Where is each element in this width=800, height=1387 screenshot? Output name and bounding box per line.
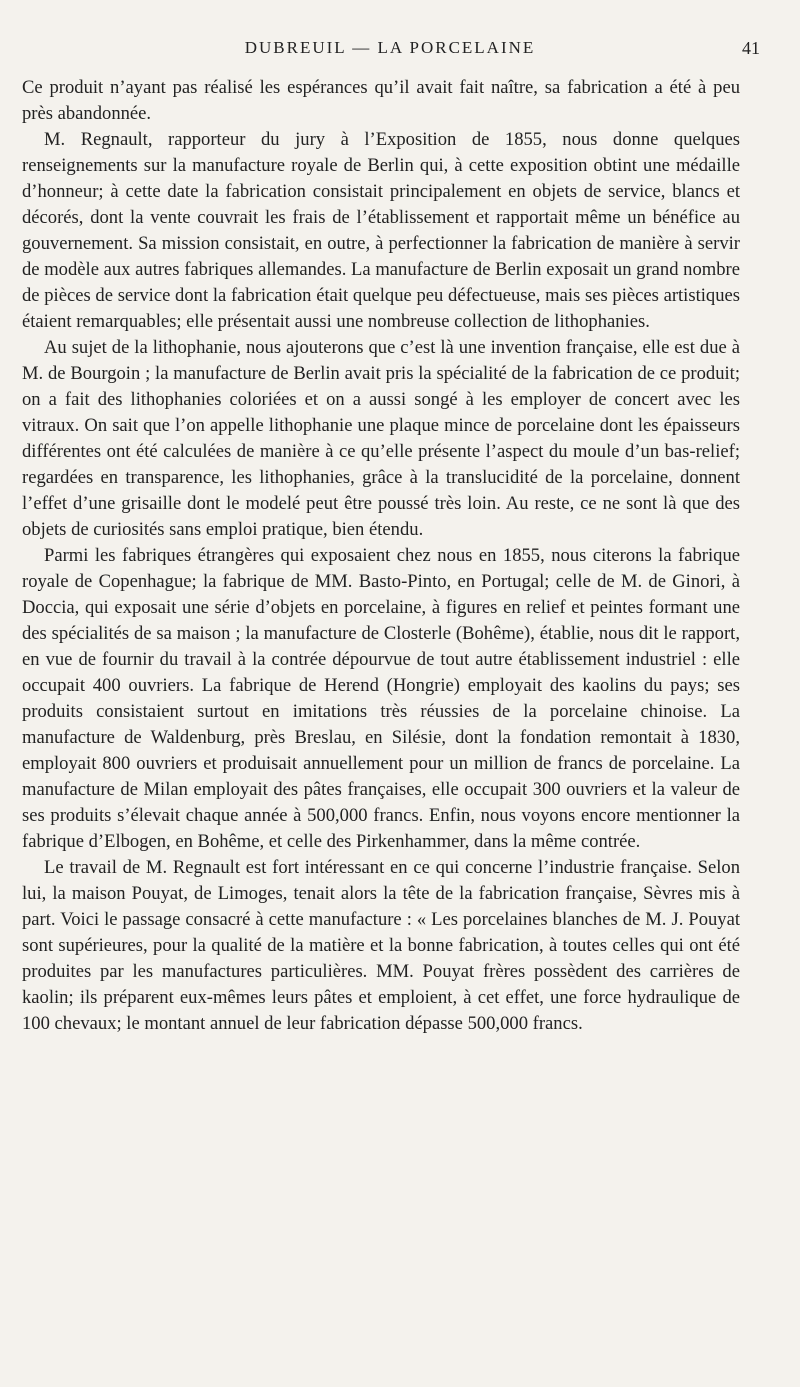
body-text bbox=[22, 75, 740, 1037]
running-head bbox=[20, 38, 760, 68]
running-title: DUBREUIL — LA PORCELAINE bbox=[244, 38, 536, 57]
paragraph-5: Le travail de M. Regnault est fort intéressant en ce qui concerne l’industrie française. Selon lui, la maison Pouyat, de Limoges, tenait alors la tête de la fabrication française, Sèvres mis à part. Voici le passage consacré à cette manufacture : « Les porcelaines blanches de M. J. Pouyat sont supérieures, pour la qualité de la matière et la bonne fabrication, à toutes celles qui ont été produites par les manufactures particulières. MM. Pouyat frères possèdent des carrières de kaolin; ils préparent eux-mêmes leurs pâtes et emploient, à cet effet, une force hydraulique de 100 chevaux; le montant annuel de leur fabrication dépasse 500,000 francs. bbox=[22, 857, 740, 1034]
paragraph-3: Au sujet de la lithophanie, nous ajouterons que c’est là une invention française, elle est due à M. de Bourgoin ; la manufacture de Berlin avait pris la spécialité de la fabrication de ce produit; on a fait des lithophanies coloriées et on a aussi songé à les employer de concert avec les vitraux. On sait que l’on appelle lithophanie une plaque mince de porcelaine dont les épaisseurs différentes ont été calculées de manière à ce qu’elle présente l’aspect du moule d’un bas-relief; regardées en transparence, les lithophanies, grâce à la translucidité de la porcelaine, donnent l’effet d’une grisaille dont le modelé peut être poussé très loin. Au reste, ce ne sont là que des objets de curiosités sans emploi pratique, bien étendu. bbox=[22, 337, 740, 540]
page-number: 41 bbox=[742, 38, 760, 58]
paragraph-4: Parmi les fabriques étrangères qui exposaient chez nous en 1855, nous citerons la fabrique royale de Copenhague; la fabrique de MM. Basto-Pinto, en Portugal; celle de M. de Ginori, à Doccia, qui exposait une série d’objets en porcelaine, à figures en relief et peintes formant une des spécialités de sa maison ; la manufacture de Closterle (Bohême), établie, nous dit le rapport, en vue de fournir du travail à la contrée dépourvue de tout autre établissement industriel : elle occupait 400 ouvriers. La fabrique de Herend (Hongrie) employait des kaolins du pays; ses produits consistaient surtout en imitations très réussies de la porcelaine chinoise. La manufacture de Waldenburg, près Breslau, en Silésie, dont la fondation remontait à 1830, employait 800 ouvriers et produisait annuellement pour un million de francs de porcelaine. La manufacture de Milan employait des pâtes françaises, elle occupait 300 ouvriers et la valeur de ses produits s’élevait chaque année à 500,000 francs. Enfin, nous voyons encore mentionner la fabrique d’Elbogen, en Bohême, et celle des Pirkenhammer, dans la même contrée. bbox=[22, 545, 740, 852]
paragraph-1: Ce produit n’ayant pas réalisé les espérances qu’il avait fait naître, sa fabrication a été à peu près abandonnée. bbox=[22, 77, 740, 124]
paragraph-2: M. Regnault, rapporteur du jury à l’Exposition de 1855, nous donne quelques renseignements sur la manufacture royale de Berlin qui, à cette exposition obtint une médaille d’honneur; à cette date la fabrication consistait principalement en objets de service, blancs et décorés, dont la vente couvrait les frais de l’établissement et rapportait même un bénéfice au gouvernement. Sa mission consistait, en outre, à perfectionner la fabrication de manière à servir de modèle aux autres fabriques allemandes. La manufacture de Berlin exposait un grand nombre de pièces de service dont la fabrication était quelque peu défectueuse, mais ses pièces artistiques étaient remarquables; elle présentait aussi une nombreuse collection de lithophanies. bbox=[22, 129, 740, 332]
